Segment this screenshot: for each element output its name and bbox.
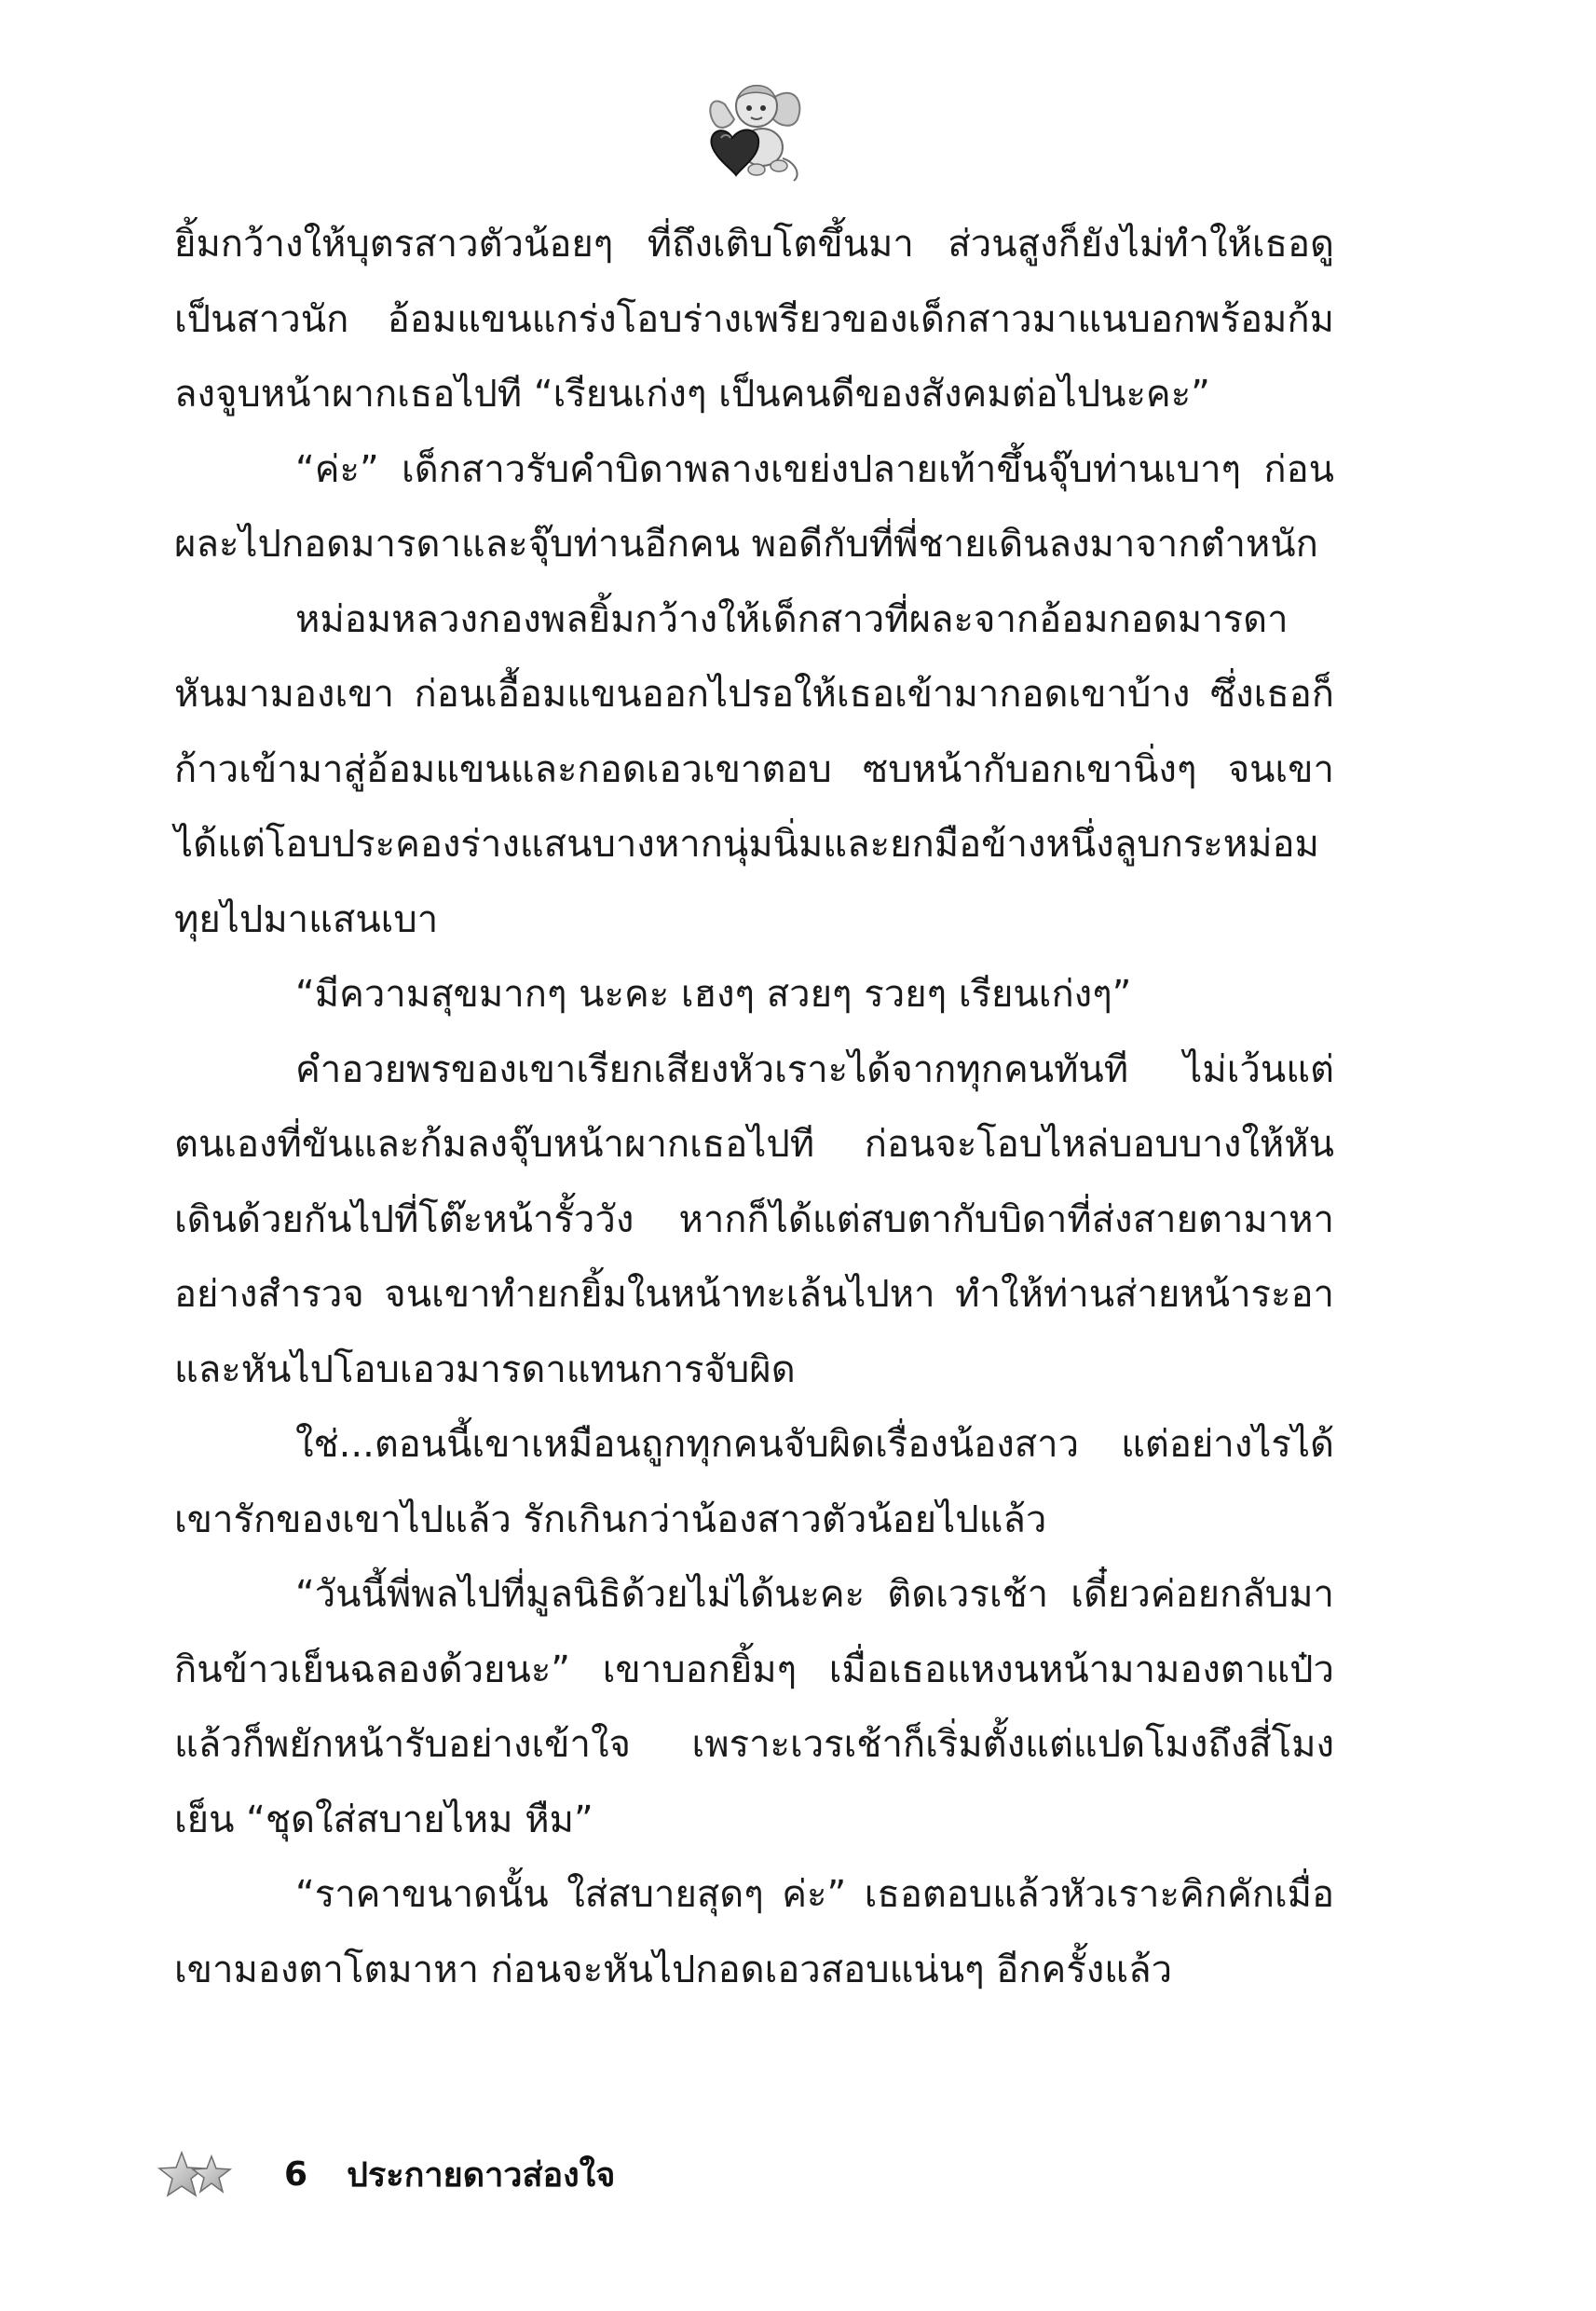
cupid-with-heart-icon [704,73,807,185]
paragraph-3: หม่อมหลวงกองพลยิ้มกว้างให้เด็กสาวที่ผละจากอ้อมกอดมารดาหันมามองเขา ก่อนเอื้อมแขนออกไปรอให้เธอเข้ามากอดเขาบ้าง ซึ่งเธอก็ก้าวเข้ามาสู่อ้อมแขนและกอดเอวเขาตอบ ซบหน้ากับอกเขานิ่งๆ จนเขาได้แต่โอบประคองร่างแสนบางหากนุ่มนิ่มและยกมือข้างหนึ่งลูบกระหม่อมทุยไปมาแสนเบา [174,597,1334,941]
paragraph-1: ยิ้มกว้างให้บุตรสาวตัวน้อยๆ ที่ถึงเติบโตขึ้นมา ส่วนสูงก็ยังไม่ทำให้เธอดูเป็นสาวนัก อ้อมแขนแกร่งโอบร่างเพรียวของเด็กสาวมาแนบอกพร้อมก้มลงจูบหน้าผากเธอไปที “เรียนเก่งๆ เป็นคนดีของสังคมต่อไปนะคะ” [174,223,1334,416]
page-number: 6 [284,2154,308,2194]
body-text [174,207,1334,2007]
paragraph-5: คำอวยพรของเขาเรียกเสียงหัวเราะได้จากทุกคนทันที ไม่เว้นแต่ตนเองที่ขันและก้มลงจุ๊บหน้าผากเธอไปที ก่อนจะโอบไหล่บอบบางให้หันเดินด้วยกันไปที่โต๊ะหน้ารั้ววัง หากก็ได้แต่สบตากับบิดาที่ส่งสายตามาหาอย่างสำรวจ จนเขาทำยกยิ้มในหน้าทะเล้นไปหา ทำให้ท่านส่ายหน้าระอาและหันไปโอบเอวมารดาแทนการจับผิด [174,1047,1334,1391]
stars-icon [154,2149,238,2199]
paragraph-7: “วันนี้พี่พลไปที่มูลนิธิด้วยไม่ได้นะคะ ติดเวรเช้า เดี๋ยวค่อยกลับมากินข้าวเย็นฉลองด้วยนะ” เขาบอกยิ้มๆ เมื่อเธอแหงนหน้ามามองตาแป๋ว แล้วก็พยักหน้ารับอย่างเข้าใจ เพราะเวรเช้าก็เริ่มตั้งแต่แปดโมงถึงสี่โมงเย็น “ชุดใส่สบายไหม หืม” [174,1573,1334,1841]
paragraph-4: “มีความสุขมากๆ นะคะ เฮงๆ สวยๆ รวยๆ เรียนเก่งๆ” [295,973,1132,1016]
paragraph-8: “ราคาขนาดนั้น ใส่สบายสุดๆ ค่ะ” เธอตอบแล้วหัวเราะคิกคักเมื่อเขามองตาโตมาหา ก่อนจะหันไปกอดเอวสอบแน่นๆ อีกครั้งแล้ว [174,1873,1334,1991]
paragraph-2: “ค่ะ” เด็กสาวรับคำบิดาพลางเขย่งปลายเท้าขึ้นจุ๊บท่านเบาๆ ก่อนผละไปกอดมารดาและจุ๊บท่านอีกคน พอดีกับที่พี่ชายเดินลงมาจากตำหนัก [174,447,1334,566]
page-footer [154,2146,615,2202]
paragraph-6: ใช่...ตอนนี้เขาเหมือนถูกทุกคนจับผิดเรื่องน้องสาว แต่อย่างไรได้เขารักของเขาไปแล้ว รักเกินกว่าน้องสาวตัวน้อยไปแล้ว [174,1423,1334,1541]
book-title: ประกายดาวส่องใจ [347,2155,616,2195]
